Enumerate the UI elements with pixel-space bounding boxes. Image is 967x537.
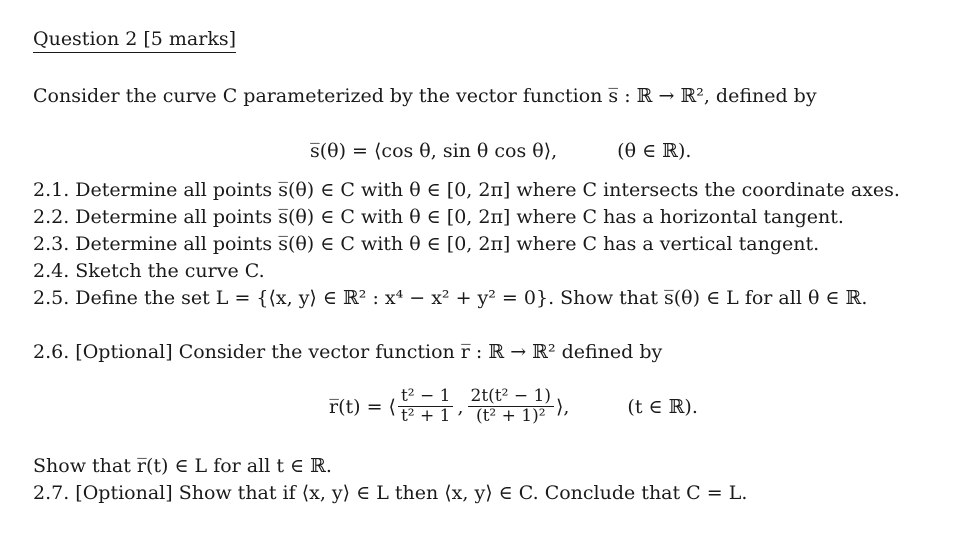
part-2-4: 2.4. Sketch the curve C. xyxy=(33,260,265,282)
part-2-6-show: Show that r̅(t) ∈ L for all t ∈ ℝ. xyxy=(33,455,332,477)
fraction-denominator: (t² + 1)² xyxy=(475,406,546,426)
fraction-first-component xyxy=(398,387,454,426)
part-2-2: 2.2. Determine all points s̅(θ) ∈ C with θ ∈ [0, 2π] where C has a horizontal tangent. xyxy=(33,206,844,228)
component-separator: , xyxy=(457,395,464,418)
fraction-second-component xyxy=(468,387,554,426)
part-2-5: 2.5. Define the set L = {⟨x, y⟩ ∈ ℝ² : x⁴ − x² + y² = 0}. Show that s̅(θ) ∈ L for all θ ∈ ℝ. xyxy=(33,287,868,309)
fraction-denominator: t² + 1 xyxy=(400,406,451,426)
definition-equation-block xyxy=(310,139,691,163)
question-title: Question 2 [5 marks] xyxy=(33,28,236,53)
part-2-3: 2.3. Determine all points s̅(θ) ∈ C with θ ∈ [0, 2π] where C has a vertical tangent. xyxy=(33,233,820,255)
part-2-1: 2.1. Determine all points s̅(θ) ∈ C with θ ∈ [0, 2π] where C intersects the coordinate axes. xyxy=(33,179,900,201)
r-equation-lhs: r̅(t) = ⟨ xyxy=(329,395,396,418)
r-equation-condition: (t ∈ ℝ). xyxy=(627,395,698,418)
r-equation-rhs: ⟩, xyxy=(555,395,570,418)
part-2-6-intro: 2.6. [Optional] Consider the vector function r̅ : ℝ → ℝ² defined by xyxy=(33,341,663,363)
fraction-numerator: t² − 1 xyxy=(398,387,454,407)
definition-equation: s̅(θ) = ⟨cos θ, sin θ cos θ⟩, xyxy=(310,140,558,162)
question-intro: Consider the curve C parameterized by the vector function s̅ : ℝ → ℝ², defined by xyxy=(33,85,817,107)
part-2-7: 2.7. [Optional] Show that if ⟨x, y⟩ ∈ L then ⟨x, y⟩ ∈ C. Conclude that C = L. xyxy=(33,482,748,504)
vector-function-r-equation xyxy=(329,387,698,426)
fraction-numerator: 2t(t² − 1) xyxy=(468,387,554,407)
definition-condition: (θ ∈ ℝ). xyxy=(617,140,692,162)
